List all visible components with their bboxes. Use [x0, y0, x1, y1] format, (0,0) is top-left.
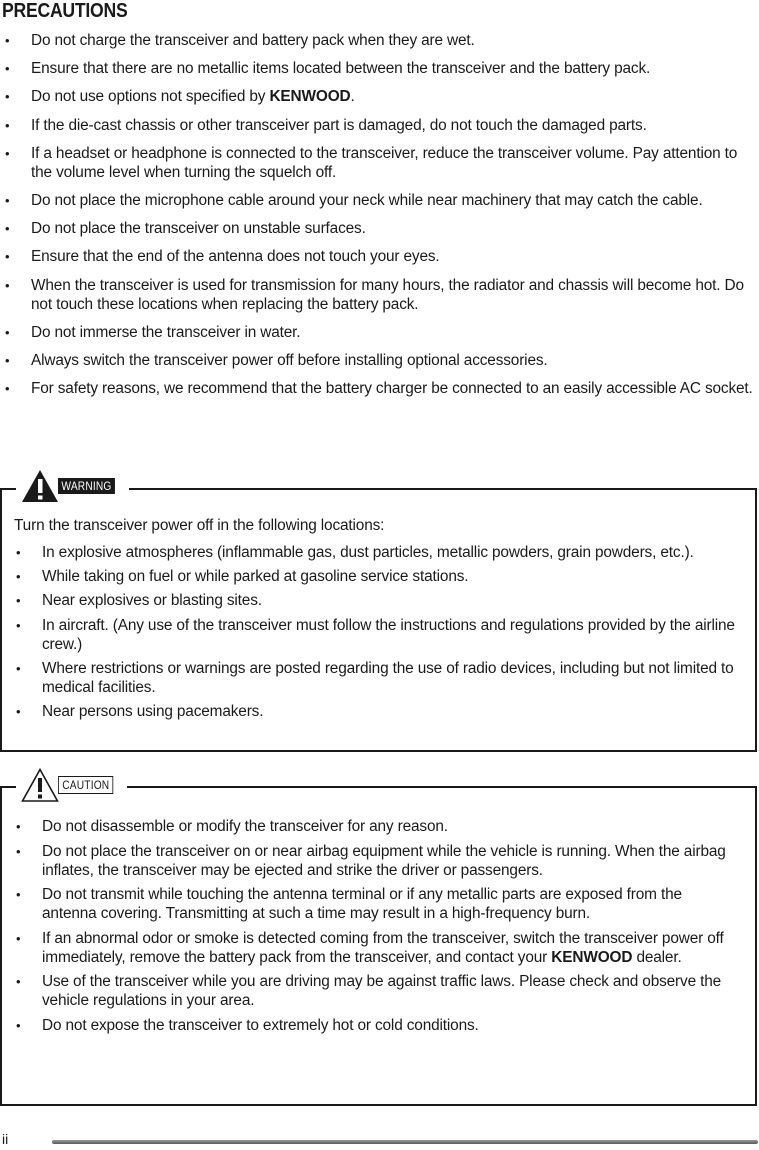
list-item: • Do not place the microphone cable around your neck while near machinery that may catch the cable. [5, 191, 703, 209]
bullet: • [5, 324, 10, 340]
bullet: • [16, 819, 21, 834]
precautions-list [0, 31, 758, 407]
list-item: • Do not place the transceiver on or near airbag equipment while the vehicle is running. When the airbag inflates, the transceiver may be ejected and strike the driver or passengers. [16, 842, 726, 879]
bullet: • [5, 145, 10, 161]
brand-name: KENWOOD [551, 948, 633, 966]
list-item: • When the transceiver is used for transmission for many hours, the radiator and chassis will become hot. Do not touch these locations when replacing the battery pack. [5, 276, 744, 313]
list-item: • Do not place the transceiver on unstable surfaces. [5, 220, 366, 238]
list-item: • Near explosives or blasting sites. [16, 592, 262, 610]
bullet: • [5, 381, 10, 397]
list-item: • Ensure that there are no metallic items located between the transceiver and the battery pack. [5, 60, 651, 78]
warning-intro: Turn the transceiver power off in the following locations: [14, 517, 385, 534]
bullet: • [5, 249, 10, 265]
list-item: • Do not disassemble or modify the transceiver for any reason. [16, 818, 448, 835]
bullet: • [5, 221, 10, 237]
page-title: PRECAUTIONS [2, 0, 128, 22]
bullet: • [16, 569, 21, 585]
bullet: • [5, 192, 10, 208]
list-item: • Use of the transceiver while you are driving may be against traffic laws. Please check and observe the vehicle regulations in your area. [16, 973, 722, 1009]
list-item: • In aircraft. (Any use of the transceiver must follow the instructions and regulations provided by the airline crew.) [16, 616, 735, 653]
caution-tag: CAUTION [58, 776, 114, 794]
list-item: • In explosive atmospheres (inflammable gas, dust particles, metallic powders, grain powders, etc.). [16, 544, 694, 561]
bullet: • [16, 930, 21, 946]
list-item: • Where restrictions or warnings are posted regarding the use of radio devices, including but not limited to medical facilities. [16, 659, 734, 696]
list-item: • If a headset or headphone is connected to the transceiver, reduce the transceiver volume. Pay attention to the volume level when turning the squelch off. [5, 144, 738, 181]
list-item: • If an abnormal odor or smoke is detected coming from the transceiver, switch the transceiver power off immediately, remove the battery pack from the transceiver, and contact your KENWOOD dealer. [16, 929, 724, 966]
warning-triangle-icon [20, 468, 60, 504]
bullet: • [5, 117, 10, 133]
bullet: • [16, 974, 21, 989]
list-item: • Always switch the transceiver power off before installing optional accessories. [5, 351, 548, 369]
warning-label [16, 467, 129, 505]
bullet: • [16, 545, 21, 560]
bullet: • [5, 352, 10, 368]
list-item: • If the die-cast chassis or other transceiver part is damaged, do not touch the damaged parts. [5, 116, 647, 134]
page-number: ii [2, 1131, 9, 1147]
list-item: • Do not transmit while touching the antenna terminal or if any metallic parts are exposed from the antenna covering. Transmitting at such a time may result in a high-frequency burn. [16, 886, 682, 922]
warning-tag: WARNING [58, 478, 115, 494]
bullet: • [5, 33, 10, 48]
list-item: • Near persons using pacemakers. [16, 702, 264, 720]
caution-label [16, 766, 127, 804]
bullet: • [5, 89, 10, 105]
bullet: • [16, 887, 21, 902]
bullet: • [16, 843, 21, 859]
warning-list [0, 543, 740, 726]
brand-name: KENWOOD [269, 88, 351, 106]
list-item: • Do not use options not specified by KENWOOD. [5, 88, 355, 106]
bullet: • [16, 1017, 21, 1033]
list-item: • Do not charge the transceiver and battery pack when they are wet. [5, 32, 475, 49]
bullet: • [5, 277, 10, 293]
bullet: • [16, 593, 21, 609]
list-item: • Do not immerse the transceiver in water. [5, 323, 301, 341]
bullet: • [5, 61, 10, 77]
bullet: • [16, 703, 21, 719]
list-item: • Do not expose the transceiver to extremely hot or cold conditions. [16, 1016, 479, 1034]
caution-list [0, 817, 740, 1040]
caution-triangle-icon [20, 767, 60, 803]
list-item: • While taking on fuel or while parked at gasoline service stations. [16, 568, 469, 586]
list-item: • Ensure that the end of the antenna does not touch your eyes. [5, 248, 440, 266]
list-item: • For safety reasons, we recommend that the battery charger be connected to an easily accessible AC socket. [5, 380, 753, 398]
bullet: • [16, 660, 21, 676]
footer-rule [52, 1140, 758, 1144]
bullet: • [16, 617, 21, 633]
